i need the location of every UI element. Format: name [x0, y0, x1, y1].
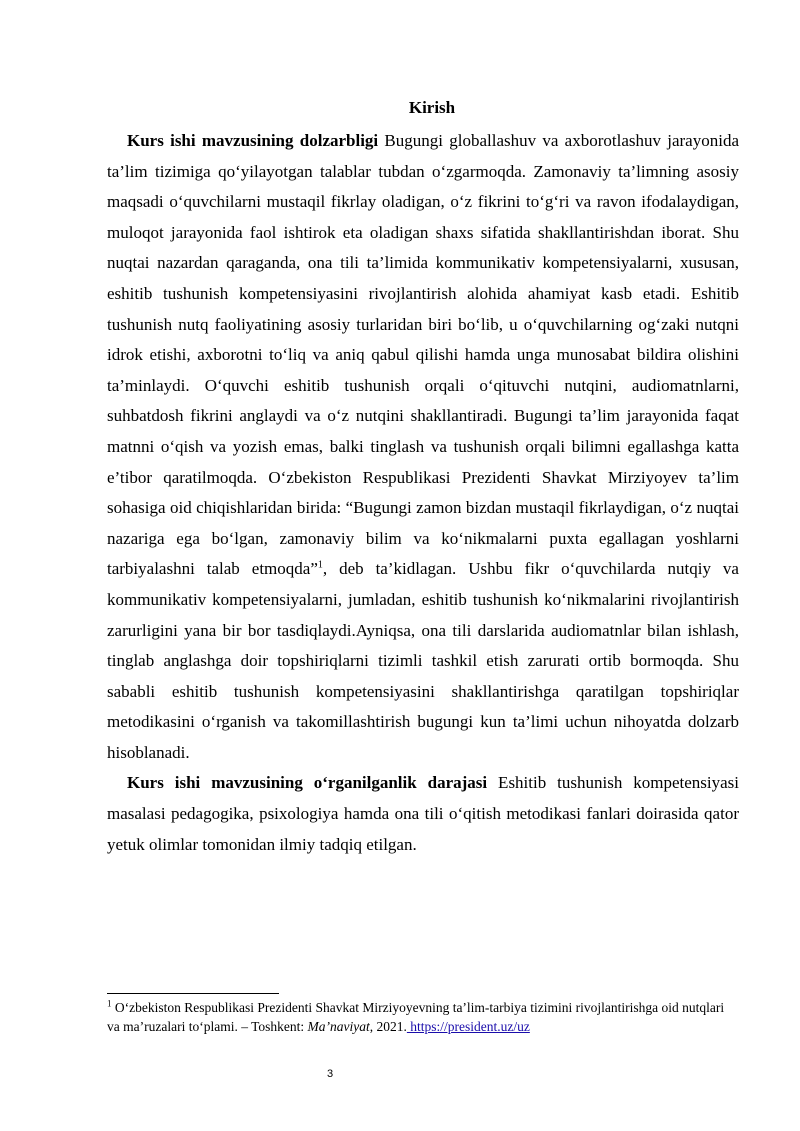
- footnote-separator: [107, 993, 279, 994]
- paragraph-study-level: [107, 768, 739, 860]
- footnote-text: O‘zbekiston Respublikasi Prezidenti Shavkat Mirziyoyevning ta’lim-tarbiya tizimini rivojlantirishga oid nutqlari va ma’ruzalari to‘plami. – Toshkent:: [107, 1000, 725, 1034]
- paragraph-text: Bugungi globallashuv va axborotlashuv jarayonida ta’lim tizimiga qo‘yilayotgan talablar tubdan o‘zgarmoqda. Zamonaviy ta’limning asosiy maqsadi o‘quvchilarni mustaqil fikrlay oladigan, o‘z fikrini to‘g‘ri va ravon ifodalaydigan, muloqot jarayonida faol ishtirok eta oladigan shaxs sifatida shakllantirishdan iborat. Shu nuqtai nazardan qaraganda, ona tili ta’limida kommunikativ kompetensiyalarni, xususan, eshitib tushunish kompetensiyasini rivojlantirish alohida ahamiyat kasb etadi. Eshitib tushunish nutq faoliyatining asosiy turlaridan biri bo‘lib, u o‘quvchilarning og‘zaki nutqni idrok etishi, axborotni to‘liq va aniq qabul qilishi hamda unga munosabat bildira olishini ta’minlaydi. O‘quvchi eshitib tushunish orqali o‘qituvchi nutqini, audiomatnlarni, suhbatdosh fikrini anglaydi va o‘z nutqini shakllantiradi. Bugungi ta’lim jarayonida faqat matnni o‘qish va yozish emas, balki tinglash va tushunish orqali bilimni egallashga katta e’tibor qaratilmoqda. O‘zbekiston Respublikasi Prezidenti Shavkat Mirziyoyev ta’lim sohasiga oid chiqishlaridan birida: “Bugungi zamon bizdan mustaqil fikrlaydigan, o‘z nuqtai nazariga ega bo‘lgan, zamonaviy bilim va ko‘nikmalarni puxta egallagan yoshlarni tarbiyalashni talab etmoqda”: [107, 131, 739, 579]
- paragraph-text: Eshitib tushunish kompetensiyasi masalasi pedagogika, psixologiya hamda ona tili o‘qitish metodikasi fanlari doirasida qator yetuk olimlar tomonidan ilmiy tadqiq etilgan.: [107, 773, 740, 854]
- paragraph-lead: Kurs ishi mavzusining dolzarbligi: [127, 131, 379, 150]
- paragraph-text: , deb ta’kidlagan. Ushbu fikr o‘quvchilarda nutqiy va kommunikativ kompetensiyalarni, jumladan, eshitib tushunish ko‘nikmalarini rivojlantirish zarurligini yana bir bor tasdiqlaydi.Ayniqsa, ona tili darslarida audiomatnlar bilan ishlash, tinglab anglashga doir topshiriqlarni tizimli tashkil etish zarurati ortib bormoqda. Shu sababli eshitib tushunish kompetensiyasini shakllantirishga qaratilgan topshiriqlar metodikasini o‘rganish va takomillashtirish bugungi kun ta’limi uchun nihoyatda dolzarb hisoblanadi.: [107, 559, 739, 762]
- paragraph-relevance: [107, 126, 739, 768]
- footnote: [107, 998, 739, 1036]
- page-number: 3: [326, 1068, 334, 1080]
- paragraph-lead: Kurs ishi mavzusining o‘rganilganlik darajasi: [127, 773, 488, 793]
- footnote-publisher: Ma’naviyat: [307, 1019, 370, 1034]
- footnote-link[interactable]: https://president.uz/uz: [406, 1019, 530, 1034]
- body-text: [107, 126, 739, 860]
- footnote-reference[interactable]: 1: [317, 559, 323, 571]
- section-heading: Kirish: [408, 98, 456, 117]
- footnote-year: , 2021.: [369, 1019, 407, 1034]
- footnote-mark: 1: [107, 998, 112, 1009]
